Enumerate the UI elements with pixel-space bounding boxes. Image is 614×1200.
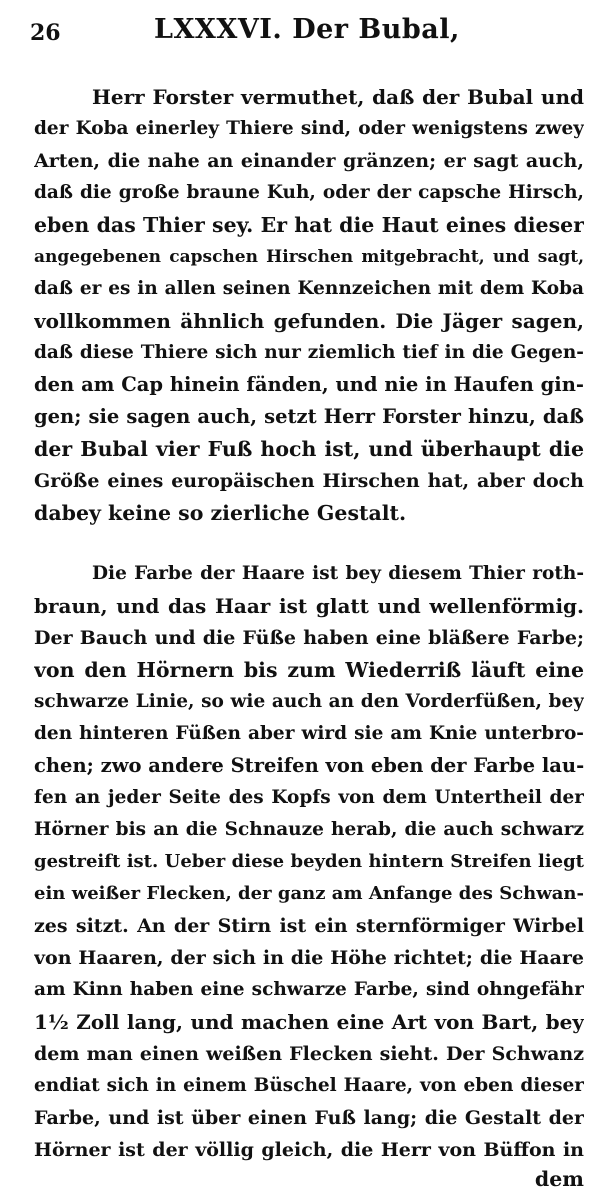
text-line: dem man einen weißen Flecken sieht. Der Schwanz xyxy=(34,1043,584,1065)
text-line: der Bubal vier Fuß hoch ist, und überhaupt die xyxy=(34,437,584,461)
text-line: ein weißer Flecken, der ganz am Anfange des Schwan- xyxy=(34,883,584,904)
text-line: Größe eines europäischen Hirschen hat, aber doch xyxy=(34,470,584,492)
text-line: von den Hörnern bis zum Wiederriß läuft eine xyxy=(34,658,584,682)
text-line: braun, und das Haar ist glatt und wellenförmig. xyxy=(34,594,584,618)
page-number: 26 xyxy=(30,20,61,46)
text-line: Farbe, und ist über einen Fuß lang; die Gestalt der xyxy=(34,1107,584,1129)
text-line: vollkommen ähnlich gefunden. Die Jäger sagen, xyxy=(34,309,584,333)
text-line: fen an jeder Seite des Kopfs von dem Untertheil der xyxy=(34,787,584,808)
text-line: den hinteren Füßen aber wird sie am Knie unterbro- xyxy=(34,723,584,744)
text-line: Arten, die nahe an einander gränzen; er sagt auch, xyxy=(34,150,584,172)
text-line: zes sitzt. An der Stirn ist ein sternförmiger Wirbel xyxy=(34,915,584,937)
catchword: dem xyxy=(534,1167,584,1191)
text-line: von Haaren, der sich in die Höhe richtet; die Haare xyxy=(34,947,584,969)
running-title: LXXXVI. Der Bubal, xyxy=(154,14,460,45)
text-line: Die Farbe der Haare ist bey diesem Thier roth- xyxy=(92,563,584,584)
text-line: eben das Thier sey. Er hat die Haut eines dieser xyxy=(34,213,584,237)
text-line: daß er es in allen seinen Kennzeichen mit dem Koba xyxy=(34,278,584,299)
text-line: der Koba einerley Thiere sind, oder wenigstens zwey xyxy=(34,118,584,139)
text-line: den am Cap hinein fänden, und nie in Haufen gin- xyxy=(34,373,584,396)
text-line: daß die große braune Kuh, oder der capsche Hirsch, xyxy=(34,182,584,203)
text-line: angegebenen capschen Hirschen mitgebracht, und sagt, xyxy=(34,247,584,267)
text-line: 1½ Zoll lang, und machen eine Art von Bart, bey xyxy=(34,1010,584,1034)
text-line: daß diese Thiere sich nur ziemlich tief in die Gegen- xyxy=(34,342,584,363)
text-line: gen; sie sagen auch, setzt Herr Forster hinzu, daß xyxy=(34,405,584,428)
text-line: Hörner bis an die Schnauze herab, die auch schwarz xyxy=(34,819,584,840)
text-line: am Kinn haben eine schwarze Farbe, sind ohngefähr xyxy=(34,979,584,1000)
page-header xyxy=(30,14,584,54)
text-line: Herr Forster vermuthet, daß der Bubal und xyxy=(92,85,584,109)
text-line: gestreift ist. Ueber diese beyden hintern Streifen liegt xyxy=(34,851,584,872)
text-line: schwarze Linie, so wie auch an den Vorderfüßen, bey xyxy=(34,691,584,712)
text-line: dabey keine so zierliche Gestalt. xyxy=(34,501,407,525)
text-line: Hörner ist der völlig gleich, die Herr von Büffon in xyxy=(34,1139,584,1161)
text-line: endiat sich in einem Büschel Haare, von eben dieser xyxy=(34,1075,584,1096)
text-line: Der Bauch und die Füße haben eine bläßere Farbe; xyxy=(34,627,584,649)
text-line: chen; zwo andere Streifen von eben der Farbe lau- xyxy=(34,754,584,777)
